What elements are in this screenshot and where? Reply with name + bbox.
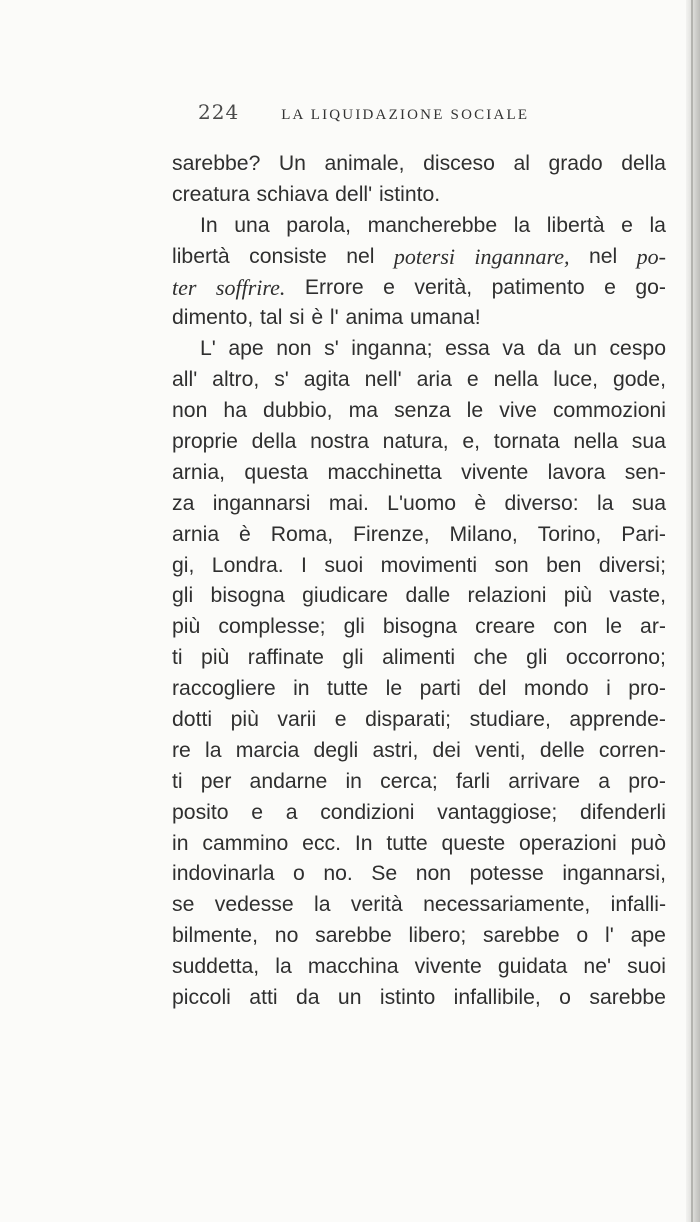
word: libertà xyxy=(546,213,605,237)
word: L'uomo xyxy=(387,491,457,515)
word: schiava xyxy=(256,182,329,206)
word: la xyxy=(275,955,292,979)
text-line xyxy=(172,705,666,736)
word: vaste, xyxy=(609,584,666,608)
word: tornata xyxy=(493,430,560,454)
text-line xyxy=(172,303,666,334)
text-line xyxy=(172,859,666,890)
word: i xyxy=(606,677,611,701)
word: necessariamente, xyxy=(423,893,591,917)
word: una xyxy=(234,213,270,237)
word: bisogna xyxy=(210,584,285,608)
word: ti xyxy=(172,769,183,793)
word: bisogna xyxy=(382,615,458,639)
word: ape xyxy=(630,924,666,948)
word: Londra. xyxy=(211,553,284,577)
word: è xyxy=(474,491,487,515)
word: studiare, xyxy=(469,708,551,732)
word: in xyxy=(293,677,310,701)
word: essa xyxy=(445,337,490,361)
word: verità, xyxy=(414,275,473,299)
page-header xyxy=(198,100,668,130)
word: la xyxy=(205,738,222,762)
text-line xyxy=(172,890,666,921)
word: difenderli xyxy=(579,800,666,824)
word: mai. xyxy=(328,491,369,515)
word: apprende- xyxy=(569,708,666,732)
word: questa xyxy=(244,460,309,484)
word: in xyxy=(345,769,362,793)
text-line xyxy=(172,767,666,798)
word: e xyxy=(251,800,264,824)
word: mancherebbe xyxy=(367,213,498,237)
word: se xyxy=(172,893,195,917)
word: e, xyxy=(462,430,480,454)
word: o xyxy=(576,924,589,948)
word: aria xyxy=(416,368,452,392)
word: macchinetta xyxy=(327,460,442,484)
word: nella xyxy=(493,368,539,392)
word: no xyxy=(274,924,299,948)
word: piccoli xyxy=(172,986,231,1010)
word: varii xyxy=(277,708,317,732)
word: commozioni xyxy=(552,399,666,423)
word: patimento xyxy=(491,275,585,299)
word: della xyxy=(251,430,297,454)
word: grado xyxy=(548,152,603,175)
word: gode, xyxy=(612,368,666,392)
word: tutte xyxy=(326,677,369,701)
word: In xyxy=(200,213,218,237)
word: ma xyxy=(348,399,379,423)
text-line xyxy=(172,674,666,705)
page-number: 224 xyxy=(198,100,240,124)
word: vivente xyxy=(414,955,482,979)
word: no. xyxy=(323,862,353,886)
word: e xyxy=(604,275,616,299)
word: consiste xyxy=(249,244,327,268)
word: un xyxy=(573,337,597,361)
word: Pari- xyxy=(621,522,666,546)
word: operazioni xyxy=(519,831,617,855)
text-line xyxy=(172,273,666,304)
word: le xyxy=(605,615,622,639)
word: le xyxy=(466,399,484,423)
word: suoi xyxy=(627,955,666,979)
word: sarebbe xyxy=(315,924,392,948)
word: all' xyxy=(172,368,198,392)
word: bilmente, xyxy=(172,924,258,948)
text-line xyxy=(172,365,666,396)
word: relazioni xyxy=(467,584,547,608)
word: pro- xyxy=(628,677,666,701)
word: alimenti xyxy=(382,646,456,670)
word: diverso: xyxy=(504,491,579,515)
word: arrivare xyxy=(508,769,581,793)
word: suoi xyxy=(324,553,364,577)
text-line xyxy=(172,520,666,551)
word: ben xyxy=(546,553,582,577)
word: vantaggiose; xyxy=(437,800,558,824)
word: ingannare, xyxy=(474,243,570,269)
word: creatura xyxy=(172,182,250,206)
word: dubbio, xyxy=(263,399,333,423)
word: sarebbe xyxy=(589,986,666,1010)
word: occorrono; xyxy=(565,646,666,670)
word: andarne xyxy=(249,769,328,793)
word: da xyxy=(537,337,561,361)
word: cammino xyxy=(202,831,289,855)
word: ingannarsi xyxy=(212,491,311,515)
word: dalle xyxy=(405,584,451,608)
word: corren- xyxy=(598,738,666,762)
word: ha xyxy=(223,399,247,423)
word: indovinarla xyxy=(172,862,275,886)
word: s' xyxy=(324,337,339,361)
word: sarebbe? xyxy=(172,152,261,175)
word: Roma, xyxy=(270,522,334,546)
word: condizioni xyxy=(320,800,415,824)
body-text xyxy=(172,149,666,1014)
word: raffinate xyxy=(247,646,324,670)
text-line xyxy=(172,427,666,458)
word: posito xyxy=(172,800,229,824)
word: son xyxy=(494,553,529,577)
word: e xyxy=(383,275,395,299)
word: vedesse xyxy=(214,893,294,917)
text-line xyxy=(172,581,666,612)
word: può xyxy=(630,831,666,855)
word: nella xyxy=(573,430,619,454)
word: dell' xyxy=(335,182,373,206)
word: Milano, xyxy=(449,522,518,546)
word: vivente xyxy=(461,460,529,484)
page-edge-shadow xyxy=(691,0,693,1222)
word: ingannarsi, xyxy=(562,862,666,886)
word: a xyxy=(598,769,611,793)
word: raccogliere xyxy=(172,677,276,701)
text-line xyxy=(172,396,666,427)
word: complesse; xyxy=(218,615,326,639)
word: sua xyxy=(631,430,666,454)
word: non xyxy=(415,862,452,886)
text-line xyxy=(172,211,666,242)
word: sua xyxy=(631,491,666,515)
word: anima xyxy=(345,306,404,330)
word: è xyxy=(239,522,251,546)
word: tutte xyxy=(386,831,428,855)
word: po- xyxy=(636,243,666,269)
word: arnia, xyxy=(172,460,225,484)
word: cerca; xyxy=(380,769,438,793)
word: gli xyxy=(342,646,364,670)
word: Firenze, xyxy=(353,522,430,546)
word: libero; xyxy=(408,924,467,948)
word: dei xyxy=(432,738,461,762)
word: la xyxy=(649,213,666,237)
word: altro, xyxy=(212,368,260,392)
word: per xyxy=(200,769,232,793)
word: arnia xyxy=(172,522,220,546)
word: e xyxy=(621,213,633,237)
word: cespo xyxy=(609,337,666,361)
text-line xyxy=(172,612,666,643)
word: ter xyxy=(172,274,197,300)
word: più xyxy=(201,646,230,670)
word: non xyxy=(276,337,312,361)
word: e xyxy=(466,368,479,392)
word: a xyxy=(285,800,298,824)
word: al xyxy=(513,152,530,175)
word: del xyxy=(478,677,507,701)
word: più xyxy=(563,584,593,608)
word: istinto xyxy=(379,986,436,1010)
word: creare xyxy=(475,615,536,639)
text-line xyxy=(172,643,666,674)
text-line xyxy=(172,829,666,860)
word: si xyxy=(289,306,305,330)
word: L' xyxy=(200,337,216,361)
word: macchina xyxy=(307,955,399,979)
word: degli xyxy=(313,738,359,762)
word: l' xyxy=(605,924,614,948)
word: diversi; xyxy=(598,553,666,577)
word: l' xyxy=(329,306,339,330)
word: vive xyxy=(499,399,537,423)
word: Se xyxy=(371,862,398,886)
word: o xyxy=(293,862,305,886)
word: dimento, xyxy=(172,306,254,330)
text-line xyxy=(172,334,666,365)
text-line xyxy=(172,458,666,489)
word: e xyxy=(334,708,347,732)
word: ar- xyxy=(640,615,666,639)
word: tal xyxy=(260,306,283,330)
word: movimenti xyxy=(380,553,478,577)
word: astri, xyxy=(372,738,419,762)
text-line xyxy=(172,921,666,952)
word: verità xyxy=(350,893,403,917)
word: inganna; xyxy=(351,337,433,361)
word: suddetta, xyxy=(172,955,260,979)
word: gli xyxy=(526,646,548,670)
text-line xyxy=(172,736,666,767)
word: un xyxy=(337,986,362,1010)
word: umana! xyxy=(409,306,481,330)
word: Errore xyxy=(304,275,364,299)
word: la xyxy=(314,893,331,917)
word: nel xyxy=(588,244,618,268)
word: più xyxy=(172,615,201,639)
word: natura, xyxy=(382,430,449,454)
word: gi, xyxy=(172,553,195,577)
word: la xyxy=(596,491,614,515)
word: è xyxy=(311,306,324,330)
word: più xyxy=(230,708,259,732)
word: In xyxy=(354,831,373,855)
word: s' xyxy=(274,368,289,392)
word: parti xyxy=(419,677,461,701)
word: con xyxy=(553,615,588,639)
word: disceso xyxy=(423,152,495,175)
word: della xyxy=(621,152,666,175)
word: disparati; xyxy=(365,708,452,732)
text-line xyxy=(172,952,666,983)
word: parola, xyxy=(286,213,351,237)
word: le xyxy=(385,677,403,701)
word: re xyxy=(172,738,191,762)
word: queste xyxy=(441,831,506,855)
word: che xyxy=(473,646,508,670)
text-line xyxy=(172,180,666,211)
word: potesse xyxy=(469,862,544,886)
word: in xyxy=(172,831,189,855)
word: libertà xyxy=(172,244,230,268)
word: pro- xyxy=(628,769,666,793)
word: nostra xyxy=(310,430,369,454)
word: istinto. xyxy=(378,182,441,206)
word: I xyxy=(301,553,307,577)
word: animale, xyxy=(324,152,405,175)
word: ne' xyxy=(583,955,612,979)
word: senza xyxy=(394,399,451,423)
text-line xyxy=(172,242,666,273)
word: marcia xyxy=(235,738,300,762)
running-title: LA LIQUIDAZIONE SOCIALE xyxy=(281,107,530,123)
text-line xyxy=(172,551,666,582)
word: delle xyxy=(539,738,585,762)
word: go- xyxy=(635,275,666,299)
word: da xyxy=(295,986,320,1010)
word: nel xyxy=(346,244,375,268)
word: soffrire. xyxy=(215,274,286,300)
word: infallibile, xyxy=(453,986,541,1010)
word: lavora xyxy=(547,460,606,484)
word: za xyxy=(172,491,195,515)
word: luce, xyxy=(553,368,599,392)
word: non xyxy=(172,399,208,423)
text-line xyxy=(172,798,666,829)
text-line xyxy=(172,983,666,1014)
text-line xyxy=(172,149,666,180)
word: la xyxy=(513,213,531,237)
word: sen- xyxy=(624,460,666,484)
word: dotti xyxy=(172,708,213,732)
word: infalli- xyxy=(610,893,666,917)
word: venti, xyxy=(475,738,526,762)
word: Torino, xyxy=(537,522,602,546)
word: sarebbe xyxy=(483,924,560,948)
word: gli xyxy=(343,615,365,639)
text-line xyxy=(172,489,666,520)
word: va xyxy=(502,337,525,361)
word: Un xyxy=(278,152,306,175)
word: gli xyxy=(172,584,194,608)
word: ti xyxy=(172,646,183,670)
page-edge xyxy=(686,0,700,1222)
word: o xyxy=(559,986,571,1010)
word: mondo xyxy=(523,677,589,701)
word: giudicare xyxy=(302,584,389,608)
word: potersi xyxy=(393,243,456,269)
word: ape xyxy=(228,337,264,361)
word: ecc. xyxy=(302,831,342,855)
word: nell' xyxy=(364,368,402,392)
word: proprie xyxy=(172,430,238,454)
word: guidata xyxy=(497,955,568,979)
word: farli xyxy=(455,769,491,793)
word: agita xyxy=(303,368,350,392)
word: atti xyxy=(249,986,278,1010)
